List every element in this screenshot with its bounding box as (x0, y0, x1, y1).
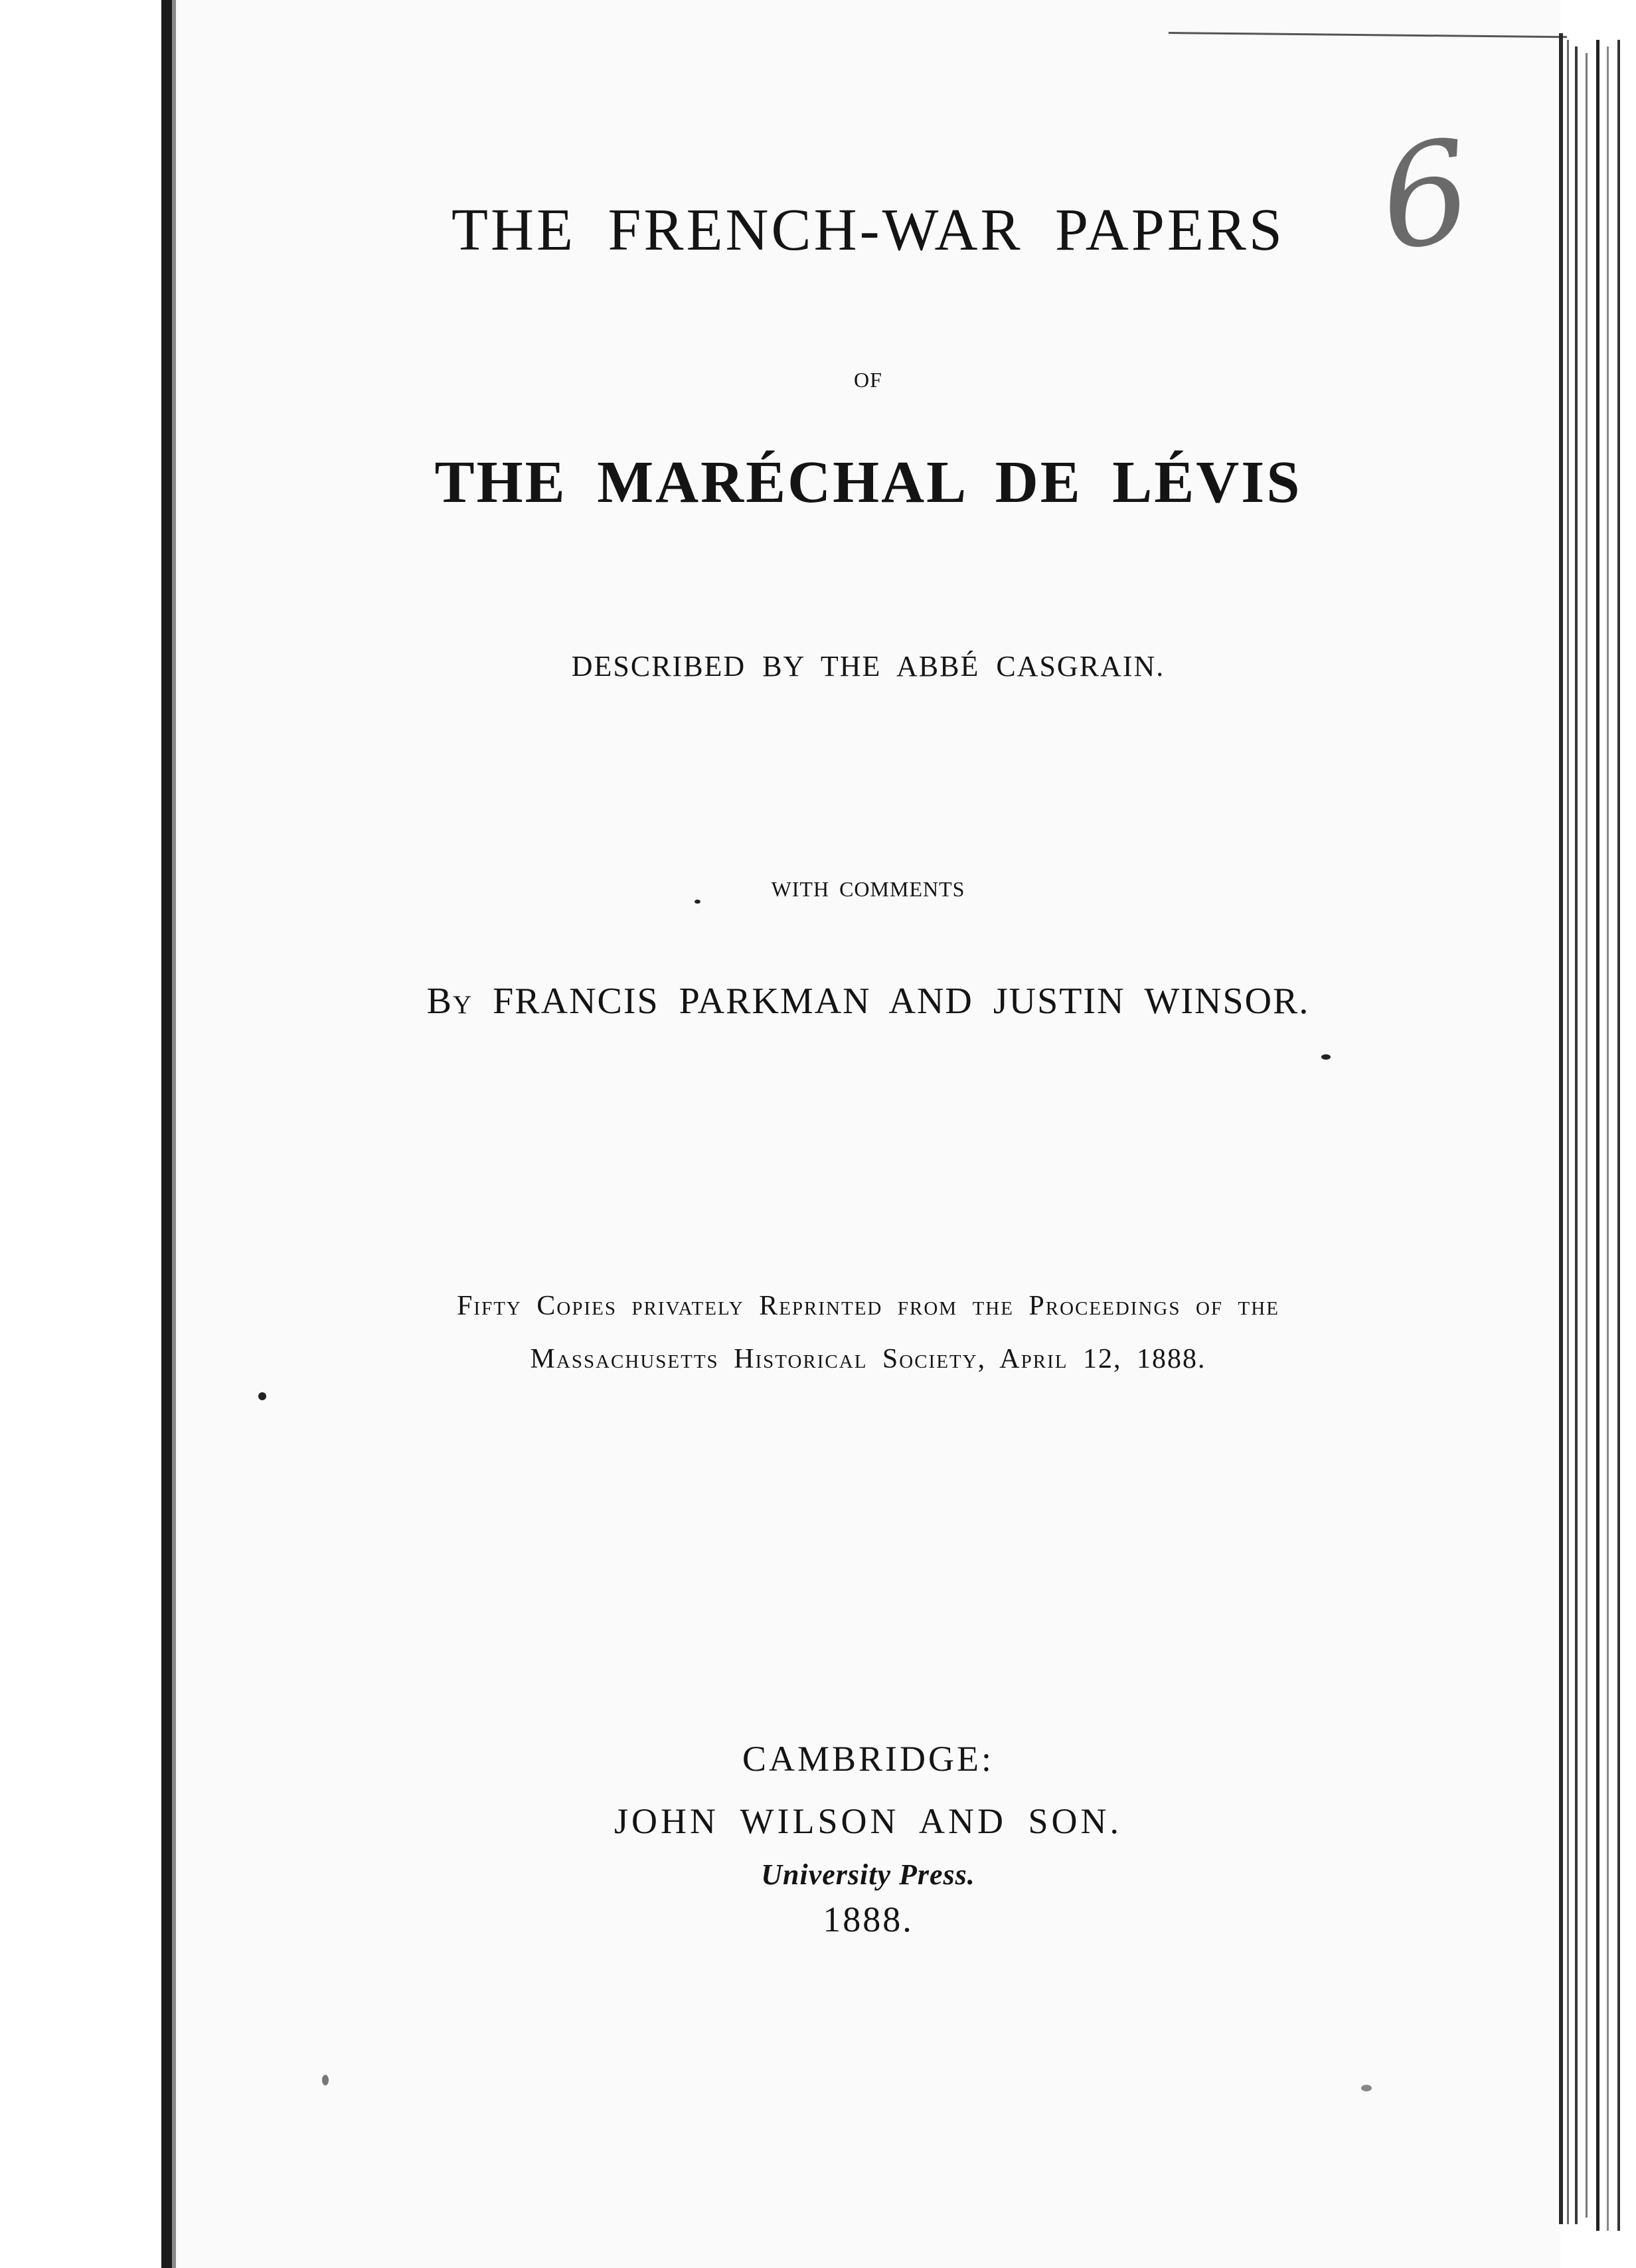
by-label: By (426, 981, 473, 1022)
handwritten-sheet-number: 6 (1370, 108, 1481, 283)
page-stack-edge (1586, 53, 1588, 2218)
with-comments-line: WITH COMMENTS (771, 877, 965, 901)
printing-note-line-2: Massachusetts Historical Society, April 12, 1888. (530, 1344, 1206, 1374)
printing-note-line-1: Fifty Copies privately Reprinted from the Proceedings of the (457, 1291, 1279, 1321)
ink-speck (322, 2075, 329, 2085)
imprint-publisher: JOHN WILSON AND SON. (614, 1801, 1123, 1841)
ink-speck (1361, 2085, 1372, 2091)
ink-speck (695, 900, 700, 904)
ink-speck (258, 1392, 266, 1400)
page-stack-edge (1617, 40, 1620, 2231)
imprint-city: CAMBRIDGE: (742, 1739, 995, 1779)
book-title: THE FRENCH-WAR PAPERS (451, 197, 1285, 263)
ink-speck (1321, 1054, 1331, 1060)
page-stack-edge (1567, 40, 1569, 2224)
page-stack-edge (1596, 40, 1599, 2231)
imprint-year: 1888. (823, 1900, 914, 1939)
author-names: FRANCIS PARKMAN AND JUSTIN WINSOR. (493, 981, 1310, 1022)
described-by-line: DESCRIBED BY THE ABBÉ CASGRAIN. (571, 650, 1165, 683)
page-stack-edge (1607, 46, 1609, 2231)
page-stack-edge (1559, 33, 1563, 2224)
title-connector: OF (854, 368, 882, 392)
book-spine-shadow (161, 0, 172, 2268)
imprint-press: University Press. (761, 1858, 975, 1891)
book-subject: THE MARÉCHAL DE LÉVIS (434, 449, 1302, 515)
page-stack-edge (1575, 46, 1578, 2224)
authors-line (176, 983, 1560, 1020)
